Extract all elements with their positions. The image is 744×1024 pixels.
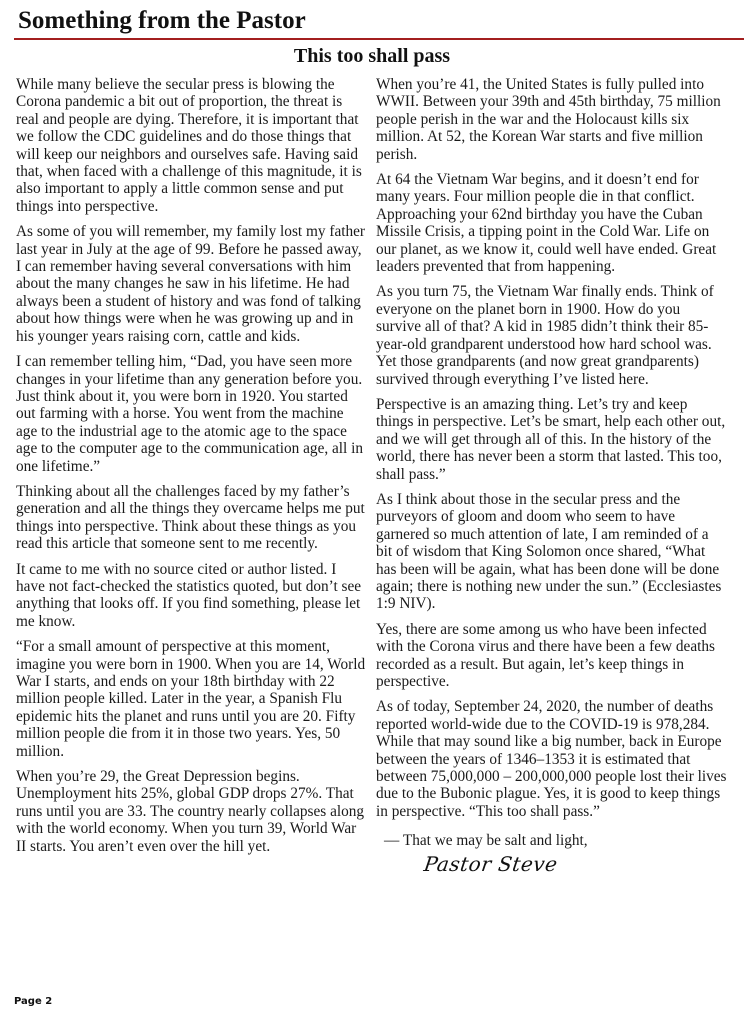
closing-line: — That we may be salt and light, [384, 832, 588, 850]
paragraph: As of today, September 24, 2020, the number of deaths reported world-wide due to the COVID-19 is 978,284. While that may sound like a big number, back in Europe between the years of 1346–1353 it is estimated that between 75,000,000 – 200,000,000 people lost their lives due to the Bubonic plague. Yes, it is good to keep things in perspective. “This too shall pass.” [376, 698, 727, 820]
paragraph: At 64 the Vietnam War begins, and it doesn’t end for many years. Four million people die in that conflict. Approaching your 62nd birthday you have the Cuban Missile Crisis, a tipping point in the Cold War. Life on our planet, as we know it, could well have ended. Great leaders prevented that from happening. [376, 171, 717, 276]
paragraph: It came to me with no source cited or author listed. I have not fact-checked the statistics quoted, but don’t see anything that looks off. If you find something, please let me know. [16, 560, 362, 630]
paragraph: Yes, there are some among us who have been infected with the Corona virus and there have been a few deaths recorded as a result. But again, let’s keep things in perspective. [376, 620, 715, 690]
section-title: Something from the Pastor [18, 7, 306, 34]
paragraph: Perspective is an amazing thing. Let’s try and keep things in perspective. Let’s be smart, help each other out, and we will get through all of this. In the history of the world, there has never been a storm that lasted. This too, shall pass.” [376, 395, 726, 483]
paragraph: As you turn 75, the Vietnam War finally ends. Think of everyone on the planet born in 1900. How do you survive all of that? A kid in 1985 didn’t think their 85-year-old grandparent understood how hard school was. Yet those grandparents (and now great grandparents) survived through everything I’ve listed here. [376, 283, 714, 388]
page-number: Page 2 [14, 996, 53, 1007]
right-column [376, 76, 728, 875]
signature: Pastor Steve [422, 851, 560, 876]
paragraph: As I think about those in the secular press and the purveyors of gloom and doom who seem to have garnered so much attention of late, I am reminded of a bit of wisdom that King Solomon once shared, “What has been will be again, what has been done will be done again; there is nothing new under the sun.” (Ecclesiastes 1:9 NIV). [376, 490, 722, 613]
paragraph: When you’re 29, the Great Depression begins. Unemployment hits 25%, global GDP drops 27%. That runs until you are 33. The country nearly collapses along with the world economy. When you turn 39, World War II starts. You aren’t even over the hill yet. [16, 768, 365, 855]
header-divider [14, 38, 744, 40]
paragraph: I can remember telling him, “Dad, you have seen more changes in your lifetime than any generation before you. Just think about it, you were born in 1920. You started out farming with a horse. You went from the machine age to the industrial age to the atomic age to the space age to the computer age to the communication age, all in one lifetime.” [16, 353, 364, 475]
left-column [16, 76, 368, 863]
paragraph: Thinking about all the challenges faced by my father’s generation and all the things they overcame helps me put things into perspective. Think about these things as you read this article that someone sent to me recently. [16, 482, 365, 553]
section-header [14, 6, 744, 40]
paragraph: “For a small amount of perspective at this moment, imagine you were born in 1900. When you are 14, World War I starts, and ends on your 18th birthday with 22 million people killed. Later in the year, a Spanish Flu epidemic hits the planet and runs until you are 20. Fifty million people die from it in those two years. Yes, 50 million. [16, 638, 366, 760]
paragraph: As some of you will remember, my family lost my father last year in July at the age of 99. Before he passed away, I can remember having several conversations with him about the many changes he saw in his lifetime. He had always been a student of history and was fond of talking about how things were when he was growing up and in his younger years raising corn, cattle and kids. [16, 223, 366, 345]
article-title: This too shall pass [293, 45, 451, 67]
paragraph: While many believe the secular press is blowing the Corona pandemic a bit out of proportion, the threat is real and people are dying. Therefore, it is important that we follow the CDC guidelines and do those things that will keep our neighbors and ourselves safe. Having said that, when faced with a challenge of this magnitude, it is also important to apply a little common sense and put things into perspective. [16, 76, 362, 215]
paragraph: When you’re 41, the United States is fully pulled into WWII. Between your 39th and 45th birthday, 75 million people perish in the war and the Holocaust kills six million. At 52, the Korean War starts and five million perish. [376, 76, 721, 163]
